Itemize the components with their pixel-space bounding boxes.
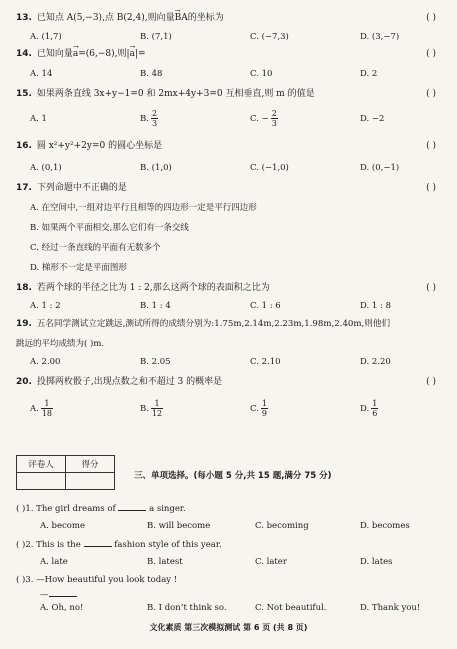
- english-question-3-reply: —: [40, 588, 457, 601]
- option-d[interactable]: D. (3,−7): [360, 32, 400, 42]
- option-c[interactable]: C. later: [255, 557, 287, 567]
- option-d[interactable]: D. Thank you!: [360, 603, 421, 613]
- fraction: $\frac{2}{3}$: [271, 109, 277, 128]
- option-b[interactable]: B. will become: [147, 521, 211, 531]
- option-c[interactable]: C. becoming: [255, 521, 309, 531]
- question-15: 15. 如果两条直线 3x+y−1=0 和 2mx+4y+3=0 互相垂直,则 m 的值是 ( ): [16, 89, 436, 99]
- answer-blank[interactable]: [84, 538, 112, 547]
- answer-paren-13[interactable]: ( ): [426, 13, 436, 23]
- answer-paren-14[interactable]: ( ): [426, 49, 436, 59]
- fraction: $\frac{1}{18}$: [41, 399, 53, 418]
- option-c[interactable]: C. (−7,3): [250, 32, 289, 42]
- options-16: [30, 162, 440, 174]
- question-16: 16. 圆 x²+y²+2y=0 的圆心坐标是 ( ): [16, 141, 436, 151]
- answer-paren-18[interactable]: ( ): [426, 283, 436, 293]
- option-d[interactable]: D. 2: [360, 69, 378, 79]
- option-d[interactable]: D. 2.20: [360, 357, 391, 367]
- options-20: [30, 398, 440, 424]
- option-a[interactable]: A. (0,1): [30, 163, 62, 173]
- english-options-2: [40, 556, 440, 568]
- option-a[interactable]: A. 在空间中,一组对边平行且相等的四边形一定是平行四边形: [30, 203, 257, 213]
- option-b[interactable]: B. (7,1): [140, 32, 172, 42]
- option-a[interactable]: A. 1 : 2: [30, 301, 61, 311]
- option-d[interactable]: D. (0,−1): [360, 163, 400, 173]
- question-20: 20. 投掷两枚骰子,出现点数之和不超过 3 的概率是 ( ): [16, 377, 436, 387]
- option-c[interactable]: C. (−1,0): [250, 163, 289, 173]
- fraction: $\frac{1}{12}$: [151, 399, 163, 418]
- option-a[interactable]: A. $\frac{1}{18}$: [30, 399, 53, 418]
- options-18: [30, 300, 440, 312]
- english-options-3: [40, 602, 440, 614]
- answer-paren-16[interactable]: ( ): [426, 141, 436, 151]
- question-17: 17. 下列命题中不正确的是 ( ): [16, 183, 436, 193]
- options-15: [30, 108, 440, 130]
- options-13: [30, 31, 440, 43]
- answer-blank[interactable]: [49, 588, 77, 597]
- fraction: $\frac{2}{3}$: [151, 109, 158, 128]
- section-title: 三、单项选择。(每小题 5 分,共 15 题,满分 75 分): [134, 471, 332, 481]
- answer-paren[interactable]: ( )1.: [16, 504, 34, 514]
- question-19: 19. 五名同学测试立定跳远,测试所得的成绩分别为:1.75m,2.14m,2.23m,1.98m,2.40m,则他们: [16, 319, 391, 329]
- option-c[interactable]: C. 2.10: [250, 357, 281, 367]
- score-cell[interactable]: [66, 473, 115, 490]
- option-c[interactable]: C. 1 : 6: [250, 301, 281, 311]
- answer-paren[interactable]: ( )2.: [16, 540, 34, 550]
- option-d[interactable]: D. lates: [360, 557, 393, 567]
- option-d[interactable]: D. −2: [360, 114, 385, 124]
- option-a[interactable]: A. (1,7): [30, 32, 62, 42]
- option-d[interactable]: D. 1 : 8: [360, 301, 391, 311]
- option-a[interactable]: A. 14: [30, 69, 53, 79]
- option-a[interactable]: A. become: [40, 521, 85, 531]
- option-a[interactable]: A. 2.00: [30, 357, 61, 367]
- option-a[interactable]: A. Oh, no!: [40, 603, 84, 613]
- option-a[interactable]: A. 1: [30, 114, 47, 124]
- vector-a: → a: [130, 48, 135, 60]
- option-b[interactable]: B. latest: [147, 557, 183, 567]
- answer-paren-15[interactable]: ( ): [426, 89, 436, 99]
- grader-cell[interactable]: [17, 473, 66, 490]
- grader-label: 评卷人: [17, 456, 66, 473]
- options-19: [30, 356, 440, 368]
- answer-paren[interactable]: ( )3.: [16, 575, 34, 585]
- english-question-2: ( )2. This is the fashion style of this year.: [16, 540, 222, 550]
- question-18: 18. 若两个球的半径之比为 1 : 2,那么这两个球的表面积之比为 ( ): [16, 283, 436, 293]
- score-label: 得分: [66, 456, 115, 473]
- option-b[interactable]: B. I don’t think so.: [147, 603, 227, 613]
- option-c[interactable]: C. $\frac{1}{9}$: [250, 399, 267, 418]
- fraction: $\frac{1}{6}$: [372, 399, 378, 418]
- option-b[interactable]: B. 48: [140, 69, 163, 79]
- vector-ba: → BA: [175, 12, 188, 24]
- option-b[interactable]: B. 2.05: [140, 357, 171, 367]
- score-table: [16, 455, 115, 490]
- vector-a: → a: [73, 48, 78, 60]
- option-b[interactable]: B. 如果两个平面相交,那么它们有一条交线: [30, 223, 189, 233]
- page-footer: 文化素质 第三次模拟测试 第 6 页 (共 8 页): [149, 623, 308, 632]
- option-c[interactable]: C. − $\frac{2}{3}$: [250, 109, 277, 128]
- english-question-3: ( )3. —How beautiful you look today !: [16, 575, 178, 585]
- english-options-1: [40, 520, 440, 532]
- options-14: [30, 68, 440, 80]
- option-c[interactable]: C. 10: [250, 69, 273, 79]
- option-b[interactable]: B. 1 : 4: [140, 301, 171, 311]
- option-d[interactable]: D. $\frac{1}{6}$: [360, 399, 378, 418]
- question-13: 13. 已知点 A(5,−3),点 B(2,4),则向量→ BA的坐标为 ( ): [16, 12, 444, 24]
- option-b[interactable]: B. $\frac{1}{12}$: [140, 399, 163, 418]
- answer-paren-17[interactable]: ( ): [426, 183, 436, 193]
- option-c[interactable]: C. 经过一条直线的平面有无数多个: [30, 243, 161, 253]
- question-19-continued: 跳远的平均成绩为( )m.: [16, 339, 105, 349]
- option-a[interactable]: A. late: [40, 557, 68, 567]
- english-question-1: ( )1. The girl dreams of a singer.: [16, 504, 186, 514]
- question-14: 14. 已知向量→ a=(6,−8),则|→ a|= ( ): [16, 48, 444, 60]
- answer-blank[interactable]: [118, 502, 146, 511]
- option-b[interactable]: B. $\frac{2}{3}$: [140, 109, 158, 128]
- option-b[interactable]: B. (1,0): [140, 163, 172, 173]
- option-d[interactable]: D. 梯形不一定是平面图形: [30, 263, 127, 273]
- option-d[interactable]: D. becomes: [360, 521, 410, 531]
- answer-paren-20[interactable]: ( ): [426, 377, 436, 387]
- fraction: $\frac{1}{9}$: [261, 399, 267, 418]
- option-c[interactable]: C. Not beautiful.: [255, 603, 327, 613]
